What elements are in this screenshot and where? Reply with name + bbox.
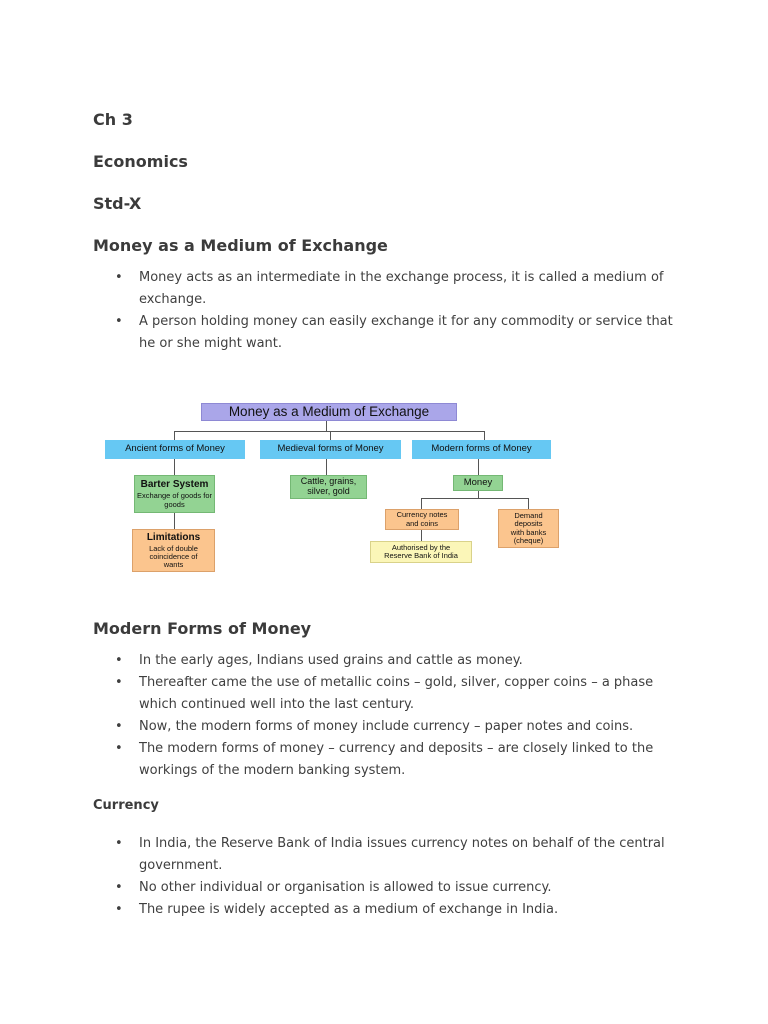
list-item: • No other individual or organisation is allowed to issue currency.	[93, 877, 693, 899]
standard-heading: Std-X	[93, 194, 142, 213]
list-item: • In India, the Reserve Bank of India issues currency notes on behalf of the central government.	[93, 833, 693, 877]
barter-system-title: Barter System	[140, 479, 209, 491]
medium-of-exchange-list	[93, 267, 693, 355]
limitations-title: Limitations	[146, 531, 201, 543]
list-item: • In the early ages, Indians used grains and cattle as money.	[93, 650, 693, 672]
barter-system-box	[134, 475, 215, 513]
list-item: • Thereafter came the use of metallic coins – gold, silver, copper coins – a phase which continued well into the last century.	[93, 672, 693, 716]
list-item: • Now, the modern forms of money include currency – paper notes and coins.	[93, 716, 693, 738]
list-item: • Money acts as an intermediate in the exchange process, it is called a medium of exchange.	[93, 267, 693, 311]
section-title-medium-of-exchange: Money as a Medium of Exchange	[93, 236, 388, 255]
modern-forms-list	[93, 650, 693, 782]
currency-list	[93, 833, 693, 921]
modern-forms-box: Modern forms of Money	[412, 440, 551, 459]
subject-heading: Economics	[93, 152, 188, 171]
barter-system-desc: Exchange of goods for goods	[136, 491, 213, 509]
chapter-heading: Ch 3	[93, 110, 133, 129]
medieval-items-box: Cattle, grains, silver, gold	[290, 475, 367, 499]
currency-notes-box: Currency notes and coins	[385, 509, 459, 530]
section-title-modern-forms: Modern Forms of Money	[93, 619, 312, 638]
limitations-box	[132, 529, 215, 572]
diagram-root-box: Money as a Medium of Exchange	[201, 403, 457, 421]
demand-deposits-box: Demand deposits with banks (cheque)	[498, 509, 559, 548]
ancient-forms-box: Ancient forms of Money	[105, 440, 245, 459]
list-item: • A person holding money can easily exchange it for any commodity or service that he or she might want.	[93, 311, 693, 355]
limitations-desc: Lack of double coincidence of wants	[149, 543, 198, 570]
medieval-forms-box: Medieval forms of Money	[260, 440, 401, 459]
list-item: • The modern forms of money – currency and deposits – are closely linked to the workings of the modern banking system.	[93, 738, 693, 782]
section-title-currency: Currency	[93, 798, 159, 813]
authorised-rbi-box: Authorised by the Reserve Bank of India	[370, 541, 472, 563]
money-box: Money	[453, 475, 503, 491]
list-item: • The rupee is widely accepted as a medium of exchange in India.	[93, 899, 693, 921]
